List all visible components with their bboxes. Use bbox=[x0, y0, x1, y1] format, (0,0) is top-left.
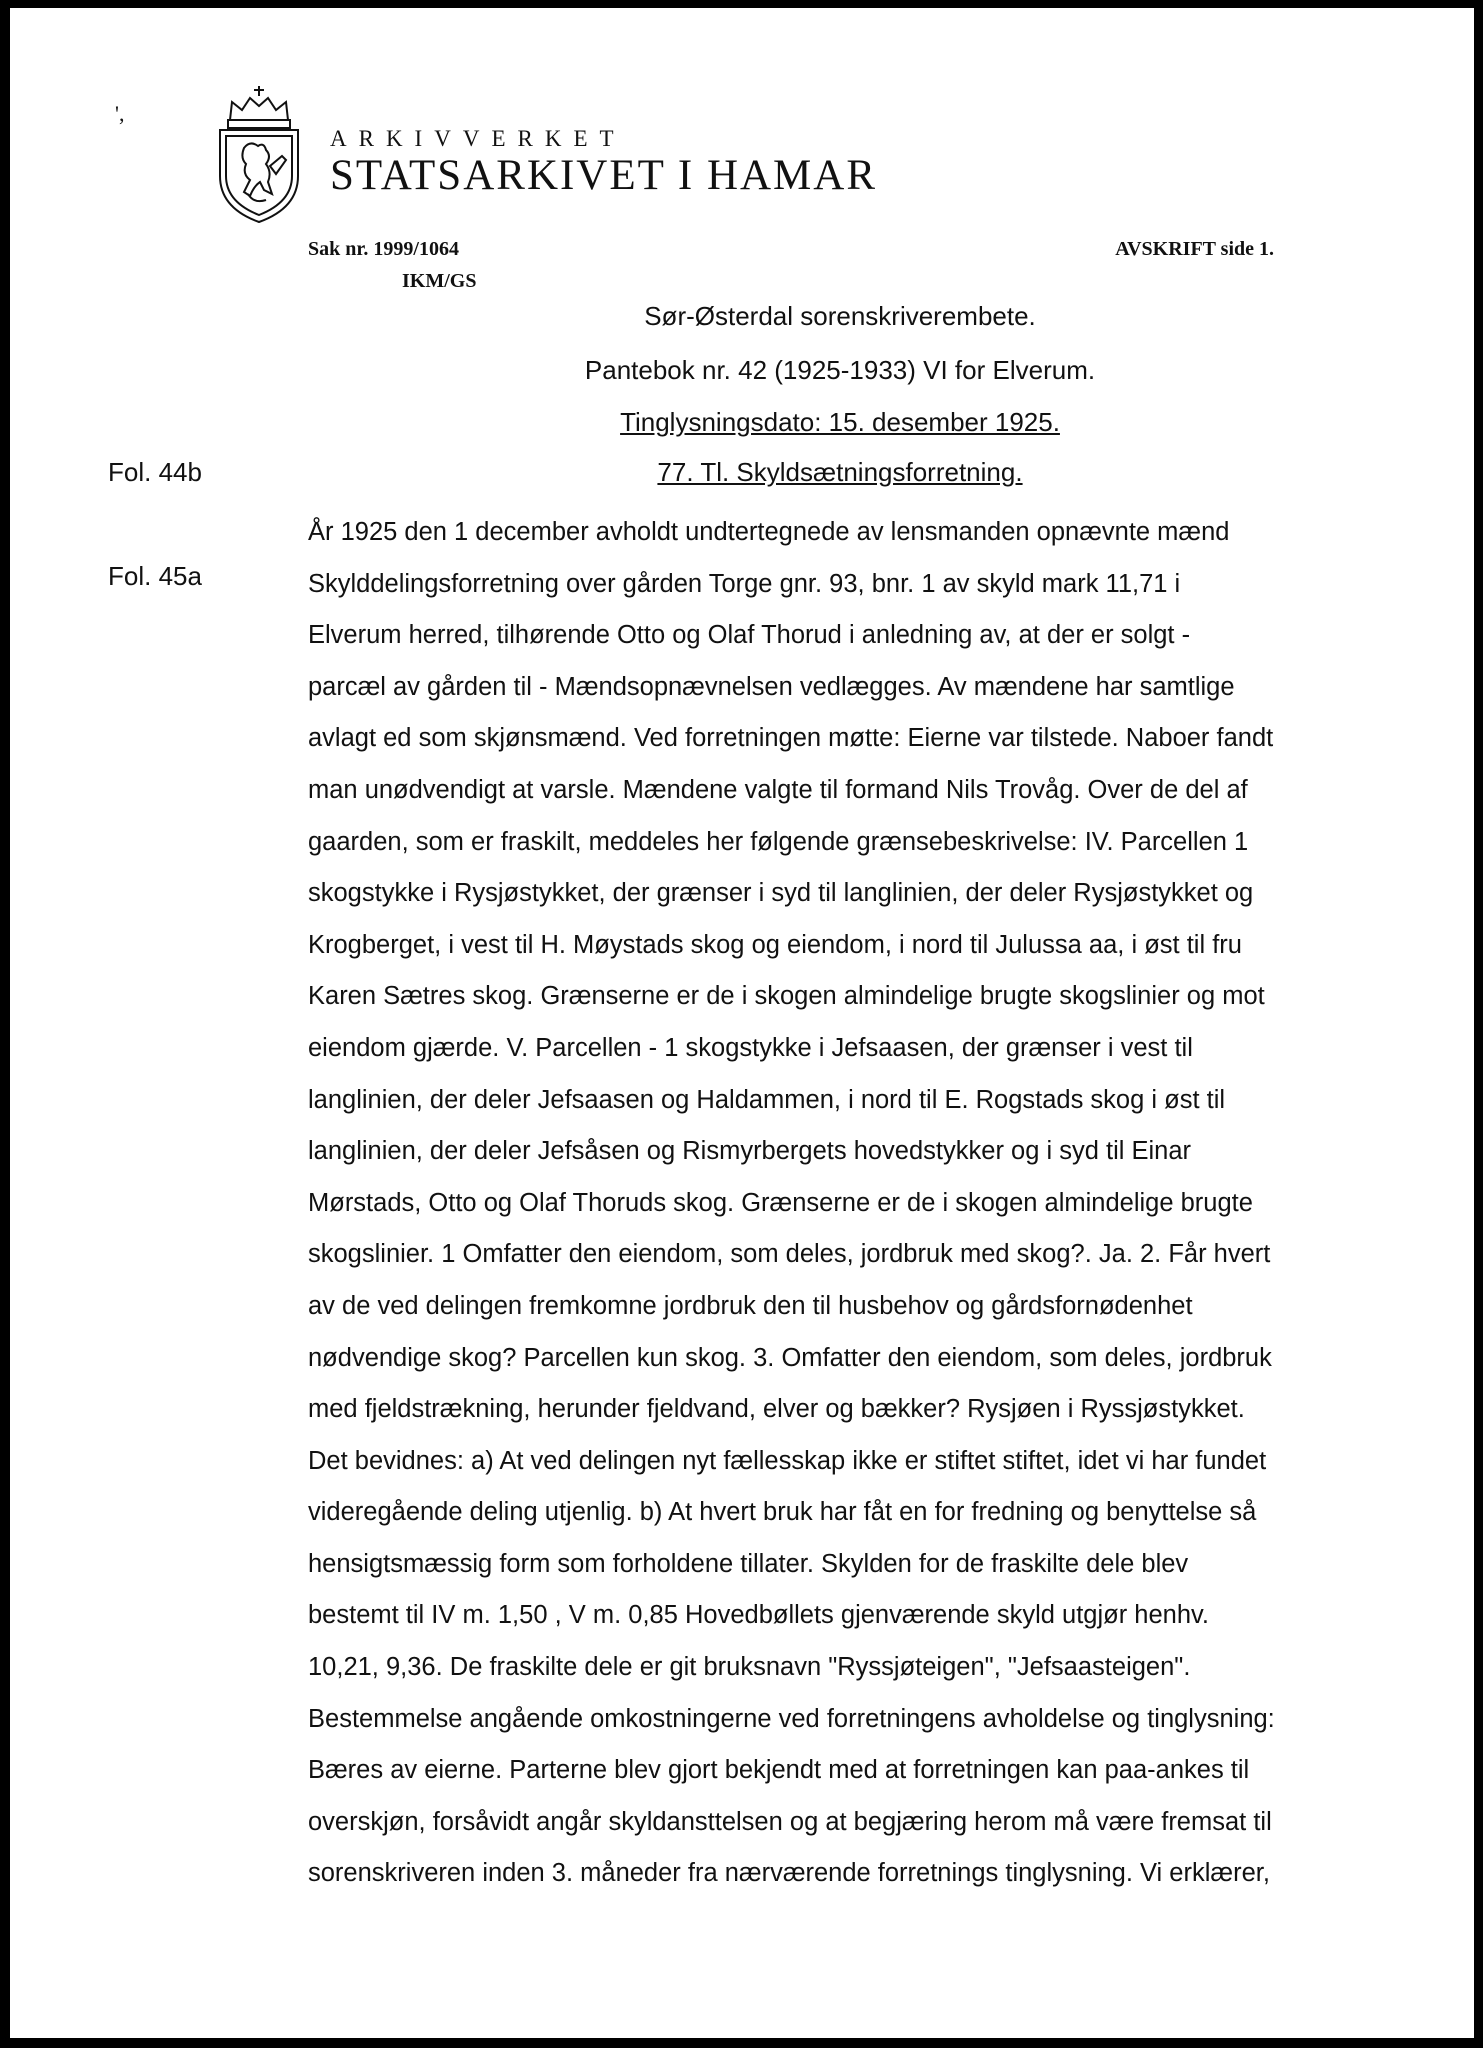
text-line: langlinien, der deler Jefsåsen og Rismyrbergets hovedstykker og i syd til Einar bbox=[308, 1137, 1192, 1166]
text-line: avlagt ed som skjønsmænd. Ved forretningen møtte: Eierne var tilstede. Naboer fandt bbox=[308, 724, 1274, 753]
registration-date: Tinglysningsdato: 15. desember 1925. bbox=[620, 407, 1060, 437]
org-name-large: STATSARKIVET I HAMAR bbox=[330, 152, 878, 199]
text-line: overskjøn, forsåvidt angår skyldansttelsen og at begjæring herom må være fremsat til bbox=[308, 1807, 1272, 1836]
text-line: skogslinier. 1 Omfatter den eiendom, som deles, jordbruk med skog?. Ja. 2. Får hvert bbox=[308, 1240, 1271, 1269]
text-line: nødvendige skog? Parcellen kun skog. 3. Omfatter den eiendom, som deles, jordbruk bbox=[308, 1343, 1272, 1372]
text-line: Krogberget, i vest til H. Møystads skog og eiendom, i nord til Julussa aa, i øst til fru bbox=[308, 930, 1242, 959]
text-line: gaarden, som er fraskilt, meddeles her følgende grænsebeskrivelse: IV. Parcellen 1 bbox=[308, 827, 1249, 856]
text-line: Karen Sætres skog. Grænserne er de i skogen almindelige brugte skogslinier og mot bbox=[308, 982, 1265, 1011]
text-line: hensigtsmæssig form som forholdene tillater. Skylden for de fraskilte dele blev bbox=[308, 1549, 1189, 1578]
date-heading-wrap bbox=[310, 407, 1370, 438]
text-line: med fjeldstrækning, herunder fjeldvand, elver og bækker? Rysjøen i Ryssjøstykket. bbox=[308, 1395, 1245, 1424]
text-line: Bæres av eierne. Parterne blev gjort bekjendt med at forretningen kan paa-ankes til bbox=[308, 1756, 1250, 1785]
margin-marks: ', bbox=[115, 101, 125, 126]
entry-title: 77. Tl. Skyldsætningsforretning. bbox=[657, 457, 1023, 487]
text-line: videregående deling utjenlig. b) At hvert bruk har fåt en for fredning og benyttelse så bbox=[308, 1498, 1257, 1527]
initials: IKM/GS bbox=[402, 270, 477, 292]
transcript-page-label: AVSKRIFT side 1. bbox=[1115, 238, 1274, 260]
text-line: parcæl av gården til - Mændsopnævnelsen vedlægges. Av mændene har samtlige bbox=[308, 672, 1235, 701]
text-line: År 1925 den 1 december avholdt undtertegnede av lensmanden opnævnte mænd bbox=[308, 518, 1230, 546]
text-line: Mørstads, Otto og Olaf Thoruds skog. Grænserne er de i skogen almindelige brugte bbox=[308, 1188, 1253, 1217]
text-line: man unødvendigt at varsle. Mændene valgte til formand Nils Trovåg. Over de del af bbox=[308, 775, 1248, 804]
coat-of-arms-icon bbox=[210, 86, 308, 224]
text-line: eiendom gjærde. V. Parcellen - 1 skogstykke i Jefsaasen, der grænser i vest til bbox=[308, 1033, 1193, 1062]
transcript-body bbox=[308, 507, 1368, 1900]
case-number: Sak nr. 1999/1064 bbox=[308, 238, 459, 260]
entry-heading-wrap bbox=[310, 457, 1370, 488]
folio-label: Fol. 44b bbox=[108, 457, 202, 487]
text-line: bestemt til IV m. 1,50 , V m. 0,85 Hovedbøllets gjenværende skyld utgjør henhv. bbox=[308, 1601, 1209, 1630]
folio-label: Fol. 45a bbox=[108, 561, 202, 591]
text-line: Bestemmelse angående omkostningerne ved forretningens avholdelse og tinglysning: bbox=[308, 1704, 1275, 1733]
text-line: av de ved delingen fremkomne jordbruk den til husbehov og gårdsfornødenhet bbox=[308, 1291, 1193, 1320]
text-line: Det bevidnes: a) At ved delingen nyt fællesskap ikke er stiftet stiftet, idet vi har fundet bbox=[308, 1446, 1267, 1475]
document-page bbox=[10, 8, 1474, 2038]
text-line: Elverum herred, tilhørende Otto og Olaf Thorud i anledning av, at der er solgt - bbox=[308, 621, 1191, 650]
text-line: Skylddelingsforretning over gården Torge gnr. 93, bnr. 1 av skyld mark 11,71 i bbox=[308, 569, 1181, 598]
pantebok-heading: Pantebok nr. 42 (1925-1933) VI for Elverum. bbox=[584, 355, 1096, 385]
office-heading: Sør-Østerdal sorenskriverembete. bbox=[644, 301, 1036, 331]
org-name-small: ARKIVVERKET bbox=[330, 126, 626, 151]
text-line: 10,21, 9,36. De fraskilte dele er git bruksnavn "Ryssjøteigen", "Jefsaasteigen". bbox=[308, 1653, 1191, 1682]
text-line: langlinien, der deler Jefsaasen og Haldammen, i nord til E. Rogstads skog i øst til bbox=[308, 1085, 1226, 1114]
text-line: skogstykke i Rysjøstykket, der grænser i syd til langlinien, der deler Rysjøstykket og bbox=[308, 879, 1254, 908]
text-line: sorenskriveren inden 3. måneder fra nærværende forretnings tinglysning. Vi erklærer, bbox=[308, 1859, 1270, 1888]
